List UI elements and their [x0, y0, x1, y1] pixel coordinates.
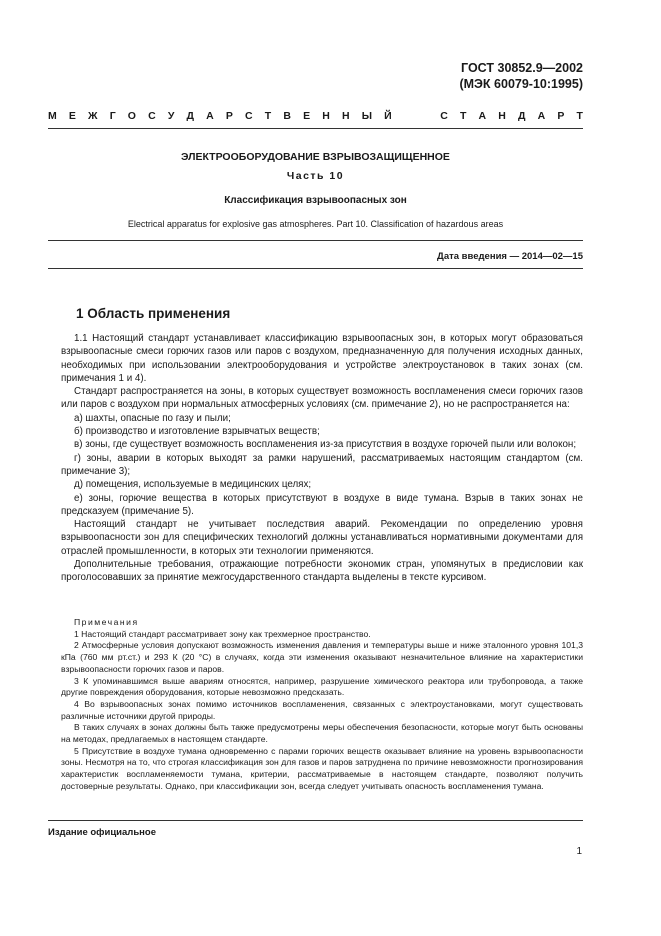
- note-item: 5 Присутствие в воздухе тумана одновременно с парами горючих веществ оказывает влияние на уровень взрывоопасности зоны. Несмотря на то, что строгая классификация зон для газов и паров затруднена по причине невозможности прогнозирования характеристик воспламеняемости тумана, критерии, рассматриваемые в настоящем стандарте, позволяют получить достоверные результаты. Однако, при классификации зон, всегда следует учитывать опасность воспламенения тумана.: [61, 745, 583, 791]
- list-item: б) производство и изготовление взрывчатых веществ;: [74, 426, 320, 438]
- paragraph: Стандарт распространяется на зоны, в которых существует возможность воспламенения смеси горючих газов или паров с воздухом при нормальных атмосферных условиях (см. примечание 2), но не распространяется на:: [61, 386, 583, 411]
- banner-letter: Т: [576, 110, 583, 122]
- paragraph: Дополнительные требования, отражающие потребности экономик стран, упомянутых в предисловии как проголосовавших за принятие межгосударственного стандарта выделены в тексте курсивом.: [61, 559, 583, 584]
- banner-letter: Т: [264, 110, 272, 122]
- banner-letter: Ы: [361, 110, 372, 122]
- banner-letter: Е: [303, 110, 311, 122]
- banner-letter: Т: [459, 110, 467, 122]
- title-divider: [48, 240, 583, 241]
- banner-letter: Н: [341, 110, 350, 122]
- date-divider: [48, 268, 583, 269]
- banner-letter: М: [48, 110, 57, 122]
- paragraph: Настоящий стандарт не учитывает последствия аварий. Рекомендации по определению уровня взрывоопасности зон для специфических технологий должны устанавливаться нормативными документами для отраслей промышленности, в которых эти технологии применяются.: [61, 519, 583, 557]
- page-number: 1: [576, 846, 582, 857]
- banner-letter: С: [440, 110, 448, 122]
- list-item: г) зоны, аварии в которых выходят за рамки нарушений, рассматриваемых настоящим стандартом (см. примечание 3);: [61, 452, 583, 477]
- footer-divider: [48, 820, 583, 821]
- banner-letter: С: [245, 110, 253, 122]
- banner-letter: Г: [109, 110, 116, 122]
- banner-letter: Р: [557, 110, 565, 122]
- iec-equivalent: (МЭК 60079-10:1995): [459, 77, 583, 91]
- header-divider: [48, 128, 583, 129]
- interstate-standard-banner: [48, 110, 583, 122]
- banner-letter: О: [127, 110, 136, 122]
- standard-code: [459, 60, 583, 92]
- banner-letter: Д: [517, 110, 526, 122]
- note-item: 1 Настоящий стандарт рассматривает зону как трехмерное пространство.: [74, 628, 371, 639]
- list-item: а) шахты, опасные по газу и пыли;: [74, 412, 231, 424]
- notes-heading: Примечания: [74, 617, 139, 627]
- introduction-date: Дата введения — 2014—02—15: [437, 251, 583, 262]
- banner-letter: Н: [322, 110, 330, 122]
- section-heading: 1 Область применения: [76, 306, 231, 321]
- banner-letter: А: [537, 110, 546, 122]
- notes-block: [61, 617, 583, 793]
- document-title: ЭЛЕКТРООБОРУДОВАНИЕ ВЗРЫВОЗАЩИЩЕННОЕ: [181, 151, 450, 163]
- list-item: д) помещения, используемые в медицинских целях;: [74, 479, 312, 491]
- section-body: [61, 332, 583, 585]
- standard-number: ГОСТ 30852.9—2002: [461, 61, 583, 75]
- document-subtitle: Классификация взрывоопасных зон: [224, 195, 407, 206]
- banner-letter: А: [206, 110, 214, 122]
- banner-letter: Й: [384, 110, 392, 122]
- banner-letter: С: [148, 110, 156, 122]
- banner-letter: Н: [498, 110, 506, 122]
- banner-letter: Е: [68, 110, 76, 122]
- banner-letter: Р: [225, 110, 233, 122]
- english-title: Electrical apparatus for explosive gas atmospheres. Part 10. Classification of hazardous areas: [127, 219, 504, 229]
- note-item: 4 Во взрывоопасных зонах помимо источников воспламенения, связанных с электроустановками, могут существовать различные источники другой природы.: [61, 698, 583, 721]
- note-item: 3 К упоминавшимся выше авариям относятся, например, разрушение химического реактора или трубопровода, а также другие повреждения оборудования, которые невозможно предсказать.: [61, 675, 583, 698]
- banner-letter: У: [167, 110, 175, 122]
- note-item: 2 Атмосферные условия допускают возможность изменения давления и температуры выше и ниже эталонного уровня 101,3 кПа (760 мм рт.ст.) и 293 К (20 °С) в случаях, когда эти изменения оказывают незначительное влияние на характеристики взрывоопасности горючих газов и паров.: [61, 640, 583, 674]
- banner-letter: А: [478, 110, 487, 122]
- list-item: в) зоны, где существует возможность воспламенения из-за присутствия в воздухе горючей пыли или волокон;: [74, 439, 577, 451]
- banner-letter: Ж: [88, 110, 98, 122]
- banner-letter: Д: [186, 110, 194, 122]
- document-part: Часть 10: [286, 170, 345, 182]
- paragraph: 1.1 Настоящий стандарт устанавливает классификацию взрывоопасных зон, в которых могут образоваться взрывоопасные смеси горючих газов или паров с воздухом, предназначенную для получения исходных данных, необходимых при использовании электрооборудования и устройстве электроустановок в таких зонах (см. примечания 1 и 4).: [61, 333, 583, 384]
- banner-letter: В: [283, 110, 291, 122]
- edition-label: Издание официальное: [48, 827, 156, 838]
- list-item: е) зоны, горючие вещества в которых присутствуют в воздухе в виде тумана. Взрыв в таких зонах не предсказуем (примечание 5).: [61, 492, 583, 517]
- note-item: В таких случаях в зонах должны быть также предусмотрены меры обеспечения безопасности, которые могут быть основаны на методах, предлагаемых в настоящем стандарте.: [61, 722, 583, 745]
